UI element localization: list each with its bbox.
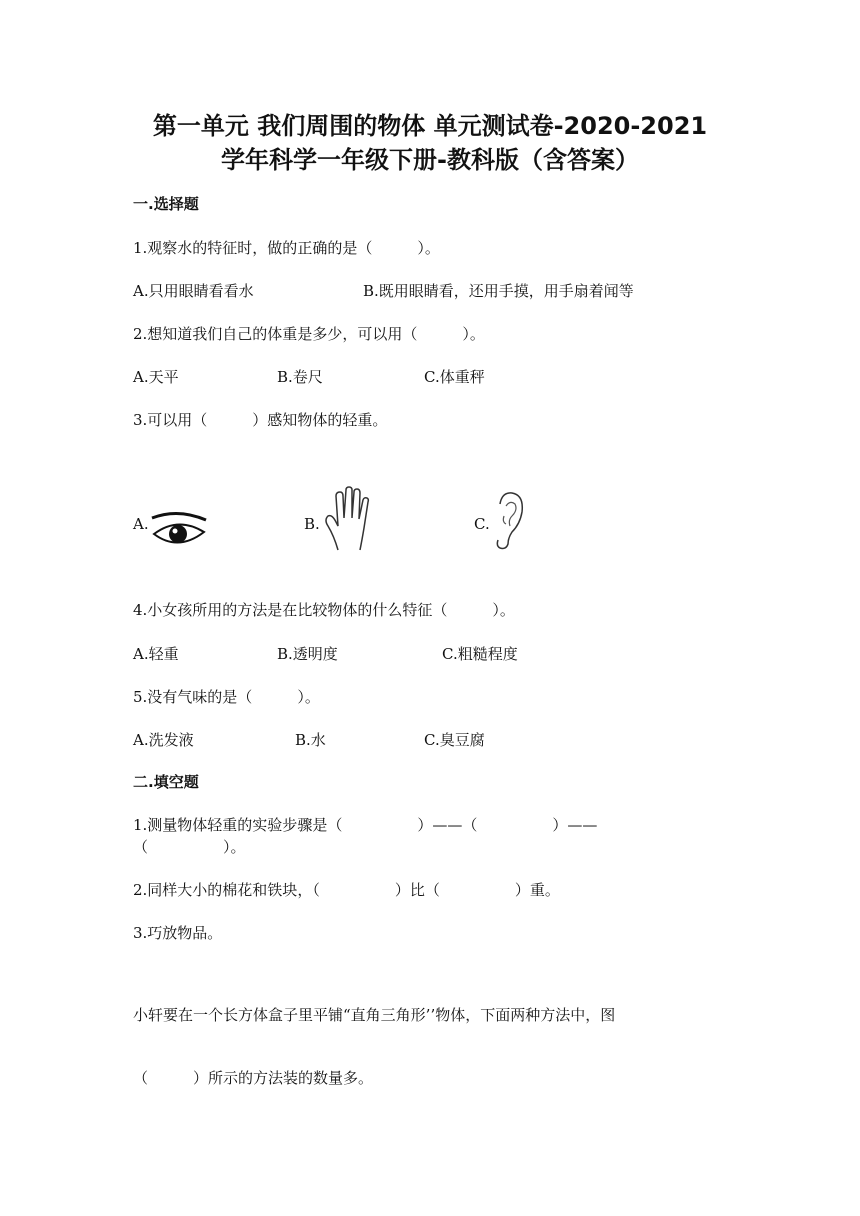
fill-question-2: 2.同样大小的棉花和铁块，（ ）比（ ）重。: [133, 881, 560, 899]
fill-question-3-paragraph-2: （ ）所示的方法装的数量多。: [133, 1069, 374, 1087]
q4-option-b: B.透明度: [277, 645, 338, 663]
section-heading-fill: 二.填空题: [133, 773, 199, 791]
q5-option-c: C.臭豆腐: [424, 731, 485, 749]
eye-icon: [148, 510, 210, 550]
fill-question-1-line1: 1.测量物体轻重的实验步骤是（ ）——（ ）——: [133, 816, 598, 834]
doc-title-line1: 第一单元 我们周围的物体 单元测试卷-2020-2021: [152, 112, 708, 140]
q3-option-a: A.: [133, 515, 149, 533]
q4-option-c: C.粗糙程度: [442, 645, 518, 663]
q1-option-b: B.既用眼睛看，还用手摸，用手扇着闻等: [363, 282, 634, 300]
fill-question-3: 3.巧放物品。: [133, 924, 223, 942]
q4-option-a: A.轻重: [133, 645, 179, 663]
q3-option-c: C.: [474, 515, 490, 533]
q2-option-c: C.体重秤: [424, 368, 485, 386]
doc-title-line2: 学年科学一年级下册-教科版（含答案）: [221, 146, 639, 174]
q2-option-b: B.卷尺: [277, 368, 323, 386]
question-3: 3.可以用（ ）感知物体的轻重。: [133, 411, 388, 429]
hand-icon: [320, 486, 376, 554]
q1-option-a: A.只用眼睛看看水: [133, 282, 254, 300]
question-1: 1.观察水的特征时，做的正确的是（ ）。: [133, 239, 440, 257]
section-heading-choice: 一.选择题: [133, 195, 199, 213]
ear-icon: [490, 490, 526, 552]
fill-question-1-line2: （ ）。: [133, 838, 246, 856]
question-5: 5.没有气味的是（ ）。: [133, 688, 320, 706]
q5-option-b: B.水: [295, 731, 326, 749]
question-4: 4.小女孩所用的方法是在比较物体的什么特征（ ）。: [133, 601, 515, 619]
q2-option-a: A.天平: [133, 368, 179, 386]
fill-question-3-paragraph-1: 小轩要在一个长方体盒子里平铺“直角三角形’’物体，下面两种方法中，图: [133, 1006, 616, 1024]
question-2: 2.想知道我们自己的体重是多少，可以用（ ）。: [133, 325, 485, 343]
q5-option-a: A.洗发液: [133, 731, 194, 749]
q3-option-b: B.: [304, 515, 320, 533]
